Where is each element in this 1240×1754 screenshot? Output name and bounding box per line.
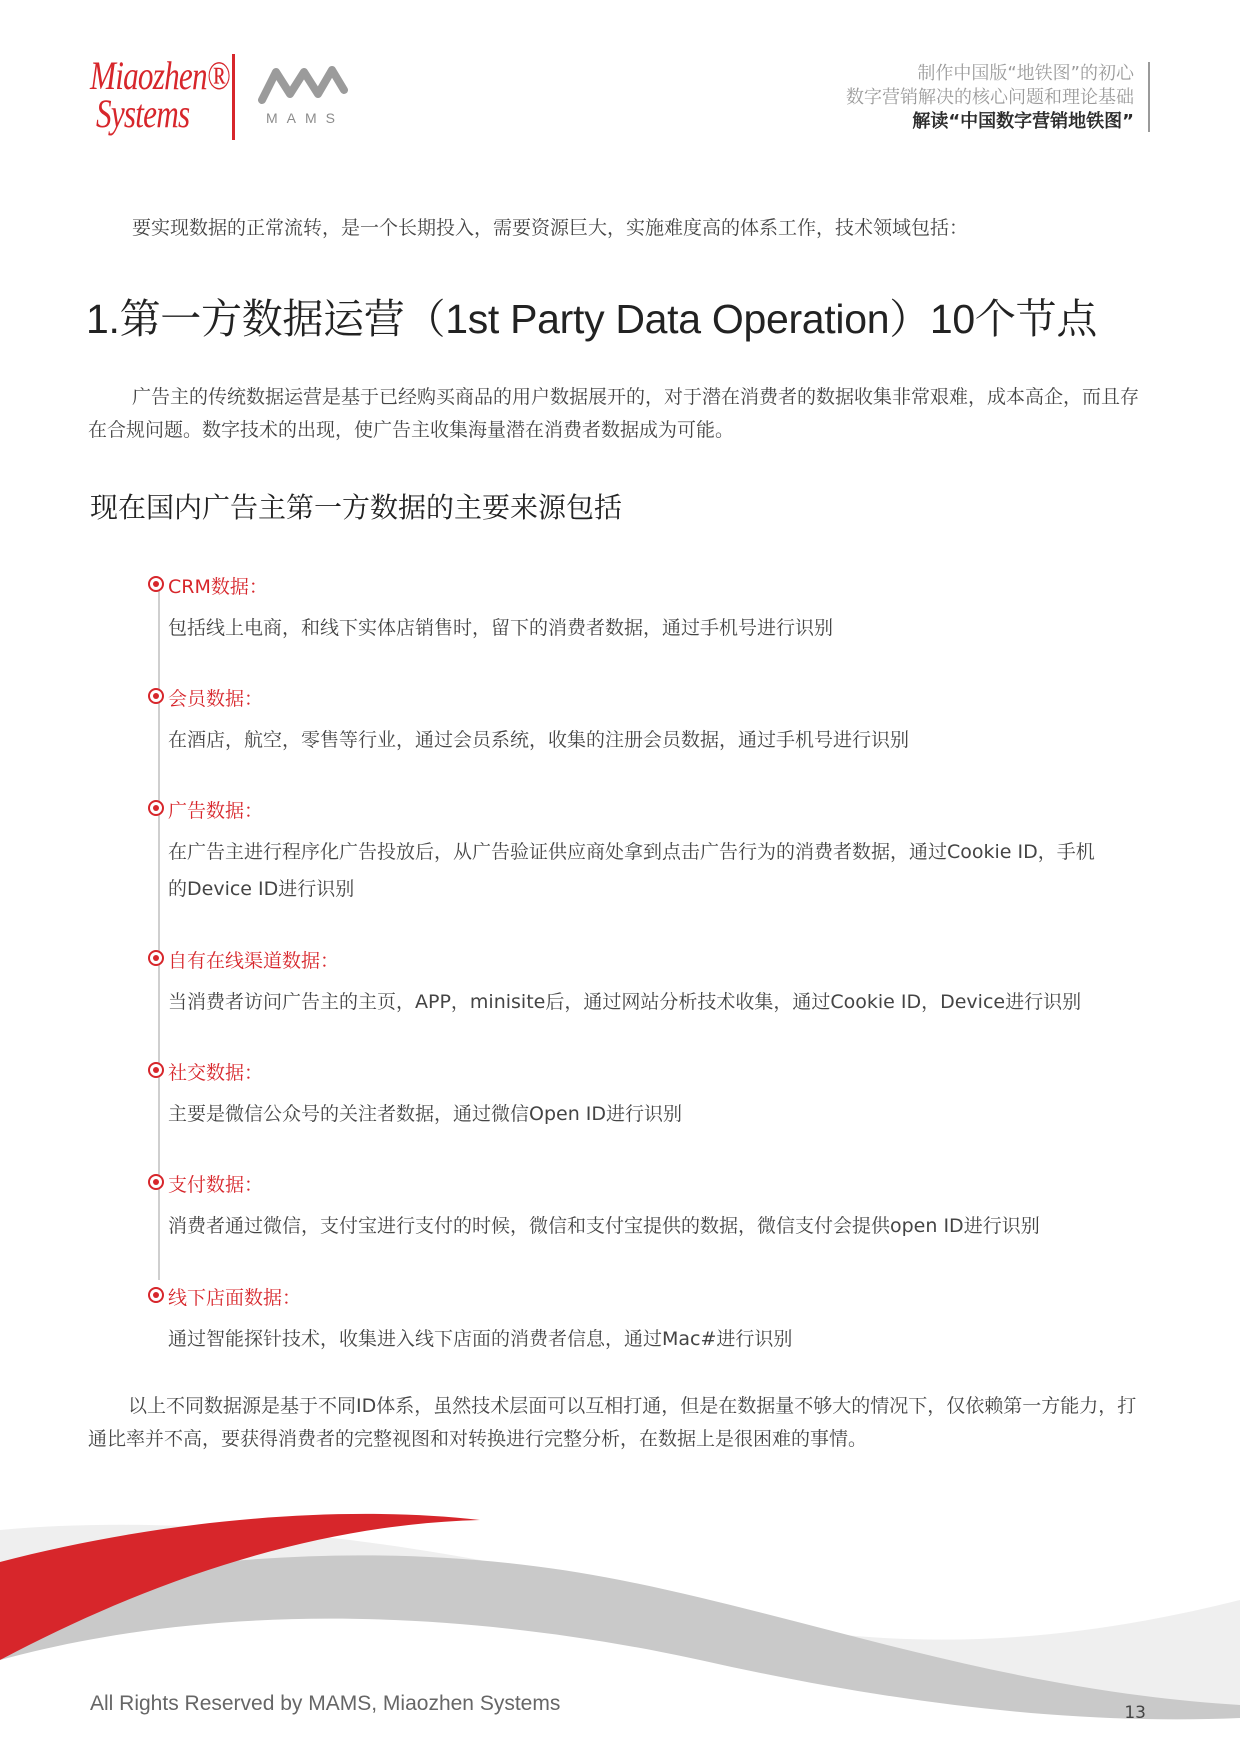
header-line-3: 解读“中国数字营销地铁图” <box>912 111 1134 132</box>
source-description: 包括线上电商，和线下实体店销售时，留下的消费者数据，通过手机号进行识别 <box>168 617 834 639</box>
header-line-1: 制作中国版“地铁图”的初心 <box>917 63 1134 84</box>
source-label: 支付数据： <box>168 1174 264 1196</box>
conclusion-paragraph: 以上不同数据源是基于不同ID体系，虽然技术层面可以互相打通，但是在数据量不够大的情况下，仅依赖第一方能力，打通比率并不高，要获得消费者的完整视图和对转换进行完整分析，在数据上是很困难的事情。 <box>88 1395 1137 1450</box>
source-description: 在广告主进行程序化广告投放后，从广告验证供应商处拿到点击广告行为的消费者数据，通过Cookie ID，手机的Device ID进行识别 <box>168 841 1095 900</box>
bullet-dot-icon <box>148 1287 164 1303</box>
source-item-social <box>148 1058 1148 1133</box>
intro-text: 要实现数据的正常流转，是一个长期投入，需要资源巨大，实施难度高的体系工作，技术领域包括： <box>132 217 969 239</box>
source-description: 当消费者访问广告主的主页，APP，minisite后，通过网站分析技术收集，通过Cookie ID，Device进行识别 <box>168 991 1082 1013</box>
source-item-member <box>148 684 1148 759</box>
bullet-dot-icon <box>148 576 164 592</box>
page-number: 13 <box>1124 1703 1146 1723</box>
header-vertical-bar <box>1148 62 1150 132</box>
source-item-offline-store <box>148 1283 1148 1358</box>
source-label: 自有在线渠道数据： <box>168 950 340 972</box>
source-description: 主要是微信公众号的关注者数据，通过微信Open ID进行识别 <box>168 1103 683 1125</box>
copyright-text: All Rights Reserved by MAMS, Miaozhen Systems <box>90 1692 561 1715</box>
bullet-dot-icon <box>148 950 164 966</box>
source-label: 会员数据： <box>168 688 264 710</box>
source-description: 在酒店，航空，零售等行业，通过会员系统，收集的注册会员数据，通过手机号进行识别 <box>168 729 910 751</box>
miaozhen-logo <box>90 52 230 142</box>
bullet-dot-icon <box>148 1174 164 1190</box>
source-item-payment <box>148 1170 1148 1245</box>
source-item-ad <box>148 796 1148 908</box>
bullet-dot-icon <box>148 1062 164 1078</box>
logo-line-1: Miaozhen® <box>90 53 230 98</box>
mams-logo-icon <box>258 60 348 106</box>
mams-logo <box>258 60 354 132</box>
logo-line-2: Systems <box>96 91 190 136</box>
source-label: 广告数据： <box>168 800 264 822</box>
source-item-owned-channel <box>148 946 1148 1021</box>
body-paragraph: 广告主的传统数据运营是基于已经购买商品的用户数据展开的，对于潜在消费者的数据收集非常艰难，成本高企，而且存在合规问题。数字技术的出现，使广告主收集海量潜在消费者数据成为可能。 <box>88 386 1140 441</box>
source-label: CRM数据： <box>168 576 268 598</box>
header-tagline <box>846 62 1134 134</box>
source-label: 线下店面数据： <box>168 1287 302 1309</box>
source-description: 消费者通过微信，支付宝进行支付的时候，微信和支付宝提供的数据，微信支付会提供open ID进行识别 <box>168 1215 1040 1237</box>
sources-subtitle: 现在国内广告主第一方数据的主要来源包括 <box>90 491 623 524</box>
bullet-dot-icon <box>148 688 164 704</box>
logo-divider <box>232 54 235 140</box>
source-label: 社交数据： <box>168 1062 264 1084</box>
mams-logo-text: MAMS <box>266 110 344 126</box>
source-description: 通过智能探针技术，收集进入线下店面的消费者信息，通过Mac#进行识别 <box>168 1328 793 1350</box>
source-item-crm <box>148 572 1148 647</box>
section-title: 1.第一方数据运营（1st Party Data Operation）10个节点 <box>86 296 1098 342</box>
header-line-2: 数字营销解决的核心问题和理论基础 <box>846 87 1134 108</box>
bullet-dot-icon <box>148 800 164 816</box>
